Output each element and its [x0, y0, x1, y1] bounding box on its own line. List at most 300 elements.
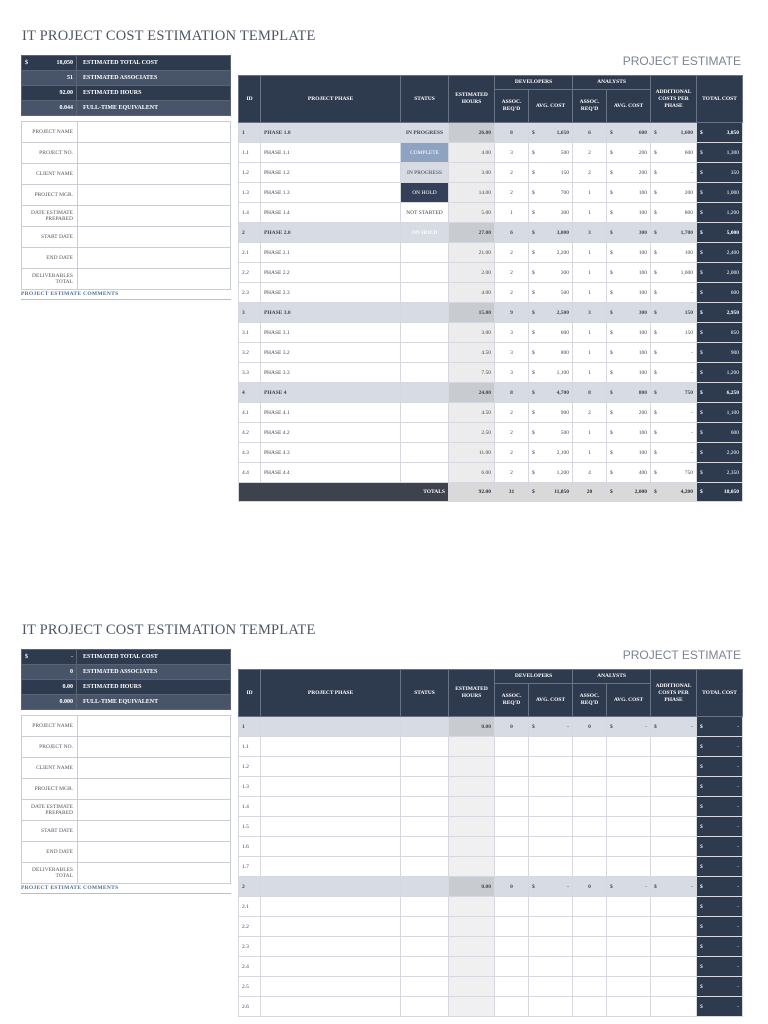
row-total-cost[interactable]: [697, 283, 743, 303]
row-dev-assoc[interactable]: 2: [495, 283, 529, 303]
row-dev-assoc[interactable]: [495, 777, 529, 797]
row-total-cost[interactable]: [697, 143, 743, 163]
row-dev-cost[interactable]: [529, 837, 573, 857]
row-total-cost[interactable]: [697, 737, 743, 757]
row-total-cost[interactable]: [697, 183, 743, 203]
row-total-cost[interactable]: [697, 303, 743, 323]
row-analyst-assoc[interactable]: [573, 977, 607, 997]
row-status[interactable]: [401, 797, 449, 817]
row-analyst-assoc[interactable]: [573, 997, 607, 1017]
info-value-field[interactable]: [78, 779, 231, 800]
row-phase-name[interactable]: PHASE 4.4: [261, 463, 401, 483]
row-phase-name[interactable]: [261, 877, 401, 897]
row-status[interactable]: IN PROGRESS: [401, 123, 449, 143]
row-phase-name[interactable]: PHASE 4: [261, 383, 401, 403]
row-additional-cost[interactable]: [651, 777, 697, 797]
row-additional-cost[interactable]: [651, 857, 697, 877]
info-value-field[interactable]: [78, 800, 231, 821]
row-hours[interactable]: [449, 957, 495, 977]
row-additional-cost[interactable]: [651, 263, 697, 283]
row-additional-cost[interactable]: [651, 837, 697, 857]
row-additional-cost[interactable]: [651, 403, 697, 423]
row-hours[interactable]: 4.50: [449, 343, 495, 363]
row-hours[interactable]: 21.00: [449, 243, 495, 263]
row-additional-cost[interactable]: [651, 897, 697, 917]
row-phase-name[interactable]: [261, 857, 401, 877]
row-phase-name[interactable]: PHASE 3.0: [261, 303, 401, 323]
row-hours[interactable]: 24.00: [449, 383, 495, 403]
row-phase-name[interactable]: [261, 757, 401, 777]
row-hours[interactable]: [449, 837, 495, 857]
row-dev-assoc[interactable]: 8: [495, 123, 529, 143]
row-analyst-assoc[interactable]: 2: [573, 143, 607, 163]
row-additional-cost[interactable]: [651, 323, 697, 343]
row-phase-name[interactable]: [261, 777, 401, 797]
row-analyst-assoc[interactable]: 1: [573, 423, 607, 443]
row-hours[interactable]: [449, 777, 495, 797]
row-total-cost[interactable]: [697, 937, 743, 957]
info-value-field[interactable]: [78, 716, 231, 737]
row-hours[interactable]: [449, 797, 495, 817]
row-hours[interactable]: [449, 857, 495, 877]
row-total-cost[interactable]: [697, 777, 743, 797]
row-dev-cost[interactable]: [529, 443, 573, 463]
row-dev-assoc[interactable]: 2: [495, 263, 529, 283]
row-dev-assoc[interactable]: 2: [495, 163, 529, 183]
row-analyst-cost[interactable]: [607, 463, 651, 483]
row-analyst-cost[interactable]: [607, 977, 651, 997]
row-dev-assoc[interactable]: [495, 737, 529, 757]
row-phase-name[interactable]: PHASE 3.1: [261, 323, 401, 343]
row-analyst-assoc[interactable]: 0: [573, 877, 607, 897]
row-hours[interactable]: 0.00: [449, 717, 495, 737]
row-analyst-assoc[interactable]: 1: [573, 243, 607, 263]
row-total-cost[interactable]: [697, 363, 743, 383]
row-dev-assoc[interactable]: [495, 757, 529, 777]
row-dev-cost[interactable]: [529, 897, 573, 917]
row-total-cost[interactable]: [697, 243, 743, 263]
row-status[interactable]: [401, 917, 449, 937]
row-hours[interactable]: 4.50: [449, 403, 495, 423]
row-dev-assoc[interactable]: 6: [495, 223, 529, 243]
row-analyst-cost[interactable]: [607, 123, 651, 143]
row-hours[interactable]: 0.00: [449, 877, 495, 897]
row-phase-name[interactable]: [261, 737, 401, 757]
row-dev-cost[interactable]: [529, 143, 573, 163]
row-dev-cost[interactable]: [529, 797, 573, 817]
row-phase-name[interactable]: PHASE 2.3: [261, 283, 401, 303]
row-phase-name[interactable]: [261, 797, 401, 817]
row-phase-name[interactable]: PHASE 2.2: [261, 263, 401, 283]
row-analyst-assoc[interactable]: [573, 797, 607, 817]
row-status[interactable]: [401, 817, 449, 837]
row-analyst-assoc[interactable]: [573, 857, 607, 877]
row-total-cost[interactable]: [697, 717, 743, 737]
row-analyst-cost[interactable]: [607, 303, 651, 323]
row-status[interactable]: [401, 403, 449, 423]
row-dev-cost[interactable]: [529, 283, 573, 303]
row-total-cost[interactable]: [697, 203, 743, 223]
row-additional-cost[interactable]: [651, 997, 697, 1017]
row-analyst-assoc[interactable]: 3: [573, 303, 607, 323]
row-dev-assoc[interactable]: 2: [495, 403, 529, 423]
row-phase-name[interactable]: PHASE 1.3: [261, 183, 401, 203]
row-phase-name[interactable]: [261, 957, 401, 977]
row-additional-cost[interactable]: [651, 363, 697, 383]
row-analyst-assoc[interactable]: 4: [573, 463, 607, 483]
row-analyst-assoc[interactable]: 3: [573, 223, 607, 243]
row-status[interactable]: [401, 997, 449, 1017]
row-status[interactable]: [401, 363, 449, 383]
row-dev-cost[interactable]: [529, 243, 573, 263]
row-phase-name[interactable]: PHASE 2.0: [261, 223, 401, 243]
row-hours[interactable]: 5.00: [449, 203, 495, 223]
row-status[interactable]: [401, 343, 449, 363]
row-analyst-assoc[interactable]: 1: [573, 363, 607, 383]
row-analyst-cost[interactable]: [607, 423, 651, 443]
row-analyst-assoc[interactable]: 0: [573, 717, 607, 737]
row-phase-name[interactable]: PHASE 3.2: [261, 343, 401, 363]
row-analyst-cost[interactable]: [607, 797, 651, 817]
row-dev-cost[interactable]: [529, 857, 573, 877]
row-phase-name[interactable]: PHASE 1.1: [261, 143, 401, 163]
row-dev-assoc[interactable]: 1: [495, 203, 529, 223]
row-additional-cost[interactable]: [651, 423, 697, 443]
row-hours[interactable]: 4.00: [449, 143, 495, 163]
row-total-cost[interactable]: [697, 463, 743, 483]
info-value-field[interactable]: [78, 863, 231, 884]
row-phase-name[interactable]: [261, 817, 401, 837]
row-dev-assoc[interactable]: [495, 797, 529, 817]
row-analyst-assoc[interactable]: [573, 937, 607, 957]
row-dev-assoc[interactable]: [495, 917, 529, 937]
row-additional-cost[interactable]: [651, 797, 697, 817]
row-phase-name[interactable]: PHASE 4.2: [261, 423, 401, 443]
row-phase-name[interactable]: [261, 717, 401, 737]
row-analyst-assoc[interactable]: 8: [573, 383, 607, 403]
row-additional-cost[interactable]: [651, 303, 697, 323]
row-analyst-cost[interactable]: [607, 737, 651, 757]
row-dev-assoc[interactable]: 3: [495, 343, 529, 363]
row-analyst-cost[interactable]: [607, 837, 651, 857]
row-analyst-assoc[interactable]: [573, 777, 607, 797]
row-hours[interactable]: [449, 817, 495, 837]
row-analyst-assoc[interactable]: 1: [573, 183, 607, 203]
row-total-cost[interactable]: [697, 323, 743, 343]
totals-additional-cost[interactable]: [651, 483, 697, 502]
row-additional-cost[interactable]: [651, 183, 697, 203]
row-analyst-cost[interactable]: [607, 777, 651, 797]
row-dev-assoc[interactable]: 0: [495, 877, 529, 897]
row-total-cost[interactable]: [697, 757, 743, 777]
row-hours[interactable]: 6.00: [449, 463, 495, 483]
row-status[interactable]: [401, 877, 449, 897]
row-additional-cost[interactable]: [651, 163, 697, 183]
row-analyst-assoc[interactable]: 1: [573, 203, 607, 223]
row-total-cost[interactable]: [697, 383, 743, 403]
row-dev-assoc[interactable]: [495, 937, 529, 957]
row-status[interactable]: [401, 423, 449, 443]
row-status[interactable]: [401, 957, 449, 977]
row-phase-name[interactable]: PHASE 4.3: [261, 443, 401, 463]
row-dev-cost[interactable]: [529, 363, 573, 383]
row-analyst-assoc[interactable]: [573, 917, 607, 937]
row-total-cost[interactable]: [697, 797, 743, 817]
row-analyst-cost[interactable]: [607, 183, 651, 203]
info-value-field[interactable]: [78, 269, 231, 290]
row-hours[interactable]: 27.00: [449, 223, 495, 243]
row-analyst-assoc[interactable]: [573, 837, 607, 857]
row-dev-assoc[interactable]: 9: [495, 303, 529, 323]
row-status[interactable]: [401, 383, 449, 403]
row-analyst-assoc[interactable]: 1: [573, 283, 607, 303]
row-additional-cost[interactable]: [651, 817, 697, 837]
row-analyst-assoc[interactable]: [573, 737, 607, 757]
row-dev-cost[interactable]: [529, 877, 573, 897]
row-additional-cost[interactable]: [651, 877, 697, 897]
row-total-cost[interactable]: [697, 837, 743, 857]
row-phase-name[interactable]: [261, 837, 401, 857]
row-status[interactable]: ON HOLD: [401, 223, 449, 243]
row-dev-cost[interactable]: [529, 777, 573, 797]
row-status[interactable]: [401, 937, 449, 957]
row-additional-cost[interactable]: [651, 717, 697, 737]
row-dev-assoc[interactable]: [495, 837, 529, 857]
row-additional-cost[interactable]: [651, 737, 697, 757]
row-total-cost[interactable]: [697, 877, 743, 897]
row-total-cost[interactable]: [697, 897, 743, 917]
row-hours[interactable]: 7.50: [449, 363, 495, 383]
row-additional-cost[interactable]: [651, 443, 697, 463]
row-dev-cost[interactable]: [529, 403, 573, 423]
row-analyst-cost[interactable]: [607, 757, 651, 777]
row-dev-cost[interactable]: [529, 757, 573, 777]
row-dev-assoc[interactable]: 3: [495, 323, 529, 343]
row-hours[interactable]: 11.00: [449, 443, 495, 463]
row-dev-assoc[interactable]: [495, 977, 529, 997]
row-hours[interactable]: 14.00: [449, 183, 495, 203]
row-total-cost[interactable]: [697, 957, 743, 977]
row-hours[interactable]: 26.00: [449, 123, 495, 143]
row-analyst-cost[interactable]: [607, 243, 651, 263]
row-dev-assoc[interactable]: 2: [495, 243, 529, 263]
row-dev-assoc[interactable]: [495, 997, 529, 1017]
row-phase-name[interactable]: [261, 977, 401, 997]
row-analyst-cost[interactable]: [607, 163, 651, 183]
row-analyst-cost[interactable]: [607, 203, 651, 223]
row-dev-cost[interactable]: [529, 937, 573, 957]
row-dev-assoc[interactable]: [495, 857, 529, 877]
row-additional-cost[interactable]: [651, 957, 697, 977]
row-dev-cost[interactable]: [529, 163, 573, 183]
row-dev-assoc[interactable]: [495, 957, 529, 977]
info-value-field[interactable]: [78, 206, 231, 227]
row-total-cost[interactable]: [697, 343, 743, 363]
row-status[interactable]: [401, 283, 449, 303]
row-hours[interactable]: [449, 757, 495, 777]
row-dev-cost[interactable]: [529, 123, 573, 143]
info-value-field[interactable]: [78, 227, 231, 248]
row-phase-name[interactable]: PHASE 2.1: [261, 243, 401, 263]
row-dev-assoc[interactable]: 2: [495, 183, 529, 203]
row-phase-name[interactable]: PHASE 3.3: [261, 363, 401, 383]
row-total-cost[interactable]: [697, 403, 743, 423]
row-analyst-cost[interactable]: [607, 343, 651, 363]
row-additional-cost[interactable]: [651, 123, 697, 143]
row-total-cost[interactable]: [697, 997, 743, 1017]
info-value-field[interactable]: [78, 122, 231, 143]
row-analyst-assoc[interactable]: 1: [573, 263, 607, 283]
row-total-cost[interactable]: [697, 163, 743, 183]
row-analyst-cost[interactable]: [607, 363, 651, 383]
row-dev-cost[interactable]: [529, 203, 573, 223]
row-phase-name[interactable]: [261, 897, 401, 917]
row-additional-cost[interactable]: [651, 917, 697, 937]
row-analyst-cost[interactable]: [607, 877, 651, 897]
row-additional-cost[interactable]: [651, 757, 697, 777]
row-additional-cost[interactable]: [651, 223, 697, 243]
row-hours[interactable]: [449, 917, 495, 937]
row-additional-cost[interactable]: [651, 203, 697, 223]
row-hours[interactable]: 3.00: [449, 163, 495, 183]
row-dev-assoc[interactable]: 2: [495, 443, 529, 463]
row-phase-name[interactable]: PHASE 1.4: [261, 203, 401, 223]
row-status[interactable]: [401, 737, 449, 757]
row-dev-assoc[interactable]: [495, 817, 529, 837]
row-dev-cost[interactable]: [529, 263, 573, 283]
row-analyst-assoc[interactable]: [573, 897, 607, 917]
row-analyst-cost[interactable]: [607, 223, 651, 243]
row-status[interactable]: [401, 463, 449, 483]
row-total-cost[interactable]: [697, 977, 743, 997]
row-analyst-cost[interactable]: [607, 937, 651, 957]
row-status[interactable]: [401, 977, 449, 997]
row-analyst-cost[interactable]: [607, 897, 651, 917]
row-analyst-cost[interactable]: [607, 383, 651, 403]
row-dev-cost[interactable]: [529, 323, 573, 343]
row-status[interactable]: [401, 263, 449, 283]
row-dev-cost[interactable]: [529, 817, 573, 837]
row-analyst-cost[interactable]: [607, 263, 651, 283]
row-dev-assoc[interactable]: 2: [495, 463, 529, 483]
row-hours[interactable]: 4.00: [449, 283, 495, 303]
row-analyst-cost[interactable]: [607, 857, 651, 877]
row-total-cost[interactable]: [697, 817, 743, 837]
row-analyst-assoc[interactable]: 6: [573, 123, 607, 143]
row-analyst-cost[interactable]: [607, 323, 651, 343]
row-status[interactable]: [401, 303, 449, 323]
row-analyst-cost[interactable]: [607, 143, 651, 163]
info-value-field[interactable]: [78, 185, 231, 206]
totals-total-cost[interactable]: [697, 483, 743, 502]
row-dev-cost[interactable]: [529, 343, 573, 363]
row-total-cost[interactable]: [697, 443, 743, 463]
row-analyst-assoc[interactable]: [573, 957, 607, 977]
row-status[interactable]: [401, 897, 449, 917]
row-dev-cost[interactable]: [529, 737, 573, 757]
row-analyst-cost[interactable]: [607, 997, 651, 1017]
row-phase-name[interactable]: PHASE 1.2: [261, 163, 401, 183]
totals-dev-cost[interactable]: [529, 483, 573, 502]
row-analyst-cost[interactable]: [607, 717, 651, 737]
info-value-field[interactable]: [78, 821, 231, 842]
row-dev-cost[interactable]: [529, 383, 573, 403]
row-hours[interactable]: [449, 977, 495, 997]
info-value-field[interactable]: [78, 758, 231, 779]
row-dev-assoc[interactable]: 2: [495, 423, 529, 443]
row-dev-cost[interactable]: [529, 717, 573, 737]
row-dev-cost[interactable]: [529, 997, 573, 1017]
row-phase-name[interactable]: PHASE 1.0: [261, 123, 401, 143]
row-analyst-assoc[interactable]: 1: [573, 323, 607, 343]
row-status[interactable]: [401, 837, 449, 857]
row-dev-cost[interactable]: [529, 423, 573, 443]
row-dev-cost[interactable]: [529, 223, 573, 243]
info-value-field[interactable]: [78, 737, 231, 758]
row-additional-cost[interactable]: [651, 977, 697, 997]
row-dev-cost[interactable]: [529, 917, 573, 937]
row-dev-assoc[interactable]: 3: [495, 363, 529, 383]
row-analyst-assoc[interactable]: [573, 817, 607, 837]
row-phase-name[interactable]: PHASE 4.1: [261, 403, 401, 423]
row-status[interactable]: [401, 717, 449, 737]
row-status[interactable]: [401, 777, 449, 797]
row-dev-assoc[interactable]: 8: [495, 383, 529, 403]
row-hours[interactable]: [449, 937, 495, 957]
row-hours[interactable]: [449, 897, 495, 917]
row-dev-cost[interactable]: [529, 977, 573, 997]
info-value-field[interactable]: [78, 164, 231, 185]
row-additional-cost[interactable]: [651, 343, 697, 363]
row-analyst-assoc[interactable]: 2: [573, 403, 607, 423]
row-additional-cost[interactable]: [651, 463, 697, 483]
row-dev-cost[interactable]: [529, 957, 573, 977]
row-dev-assoc[interactable]: 0: [495, 717, 529, 737]
row-analyst-cost[interactable]: [607, 403, 651, 423]
row-analyst-assoc[interactable]: 1: [573, 443, 607, 463]
row-status[interactable]: IN PROGRESS: [401, 163, 449, 183]
row-additional-cost[interactable]: [651, 283, 697, 303]
row-dev-assoc[interactable]: [495, 897, 529, 917]
row-total-cost[interactable]: [697, 223, 743, 243]
row-hours[interactable]: [449, 997, 495, 1017]
row-analyst-assoc[interactable]: 2: [573, 163, 607, 183]
row-status[interactable]: [401, 243, 449, 263]
row-status[interactable]: [401, 323, 449, 343]
row-status[interactable]: [401, 443, 449, 463]
info-value-field[interactable]: [78, 842, 231, 863]
row-analyst-assoc[interactable]: [573, 757, 607, 777]
row-analyst-assoc[interactable]: 1: [573, 343, 607, 363]
row-total-cost[interactable]: [697, 857, 743, 877]
row-analyst-cost[interactable]: [607, 443, 651, 463]
row-status[interactable]: COMPLETE: [401, 143, 449, 163]
row-additional-cost[interactable]: [651, 243, 697, 263]
row-hours[interactable]: [449, 737, 495, 757]
totals-analyst-cost[interactable]: [607, 483, 651, 502]
row-phase-name[interactable]: [261, 997, 401, 1017]
row-status[interactable]: NOT STARTED: [401, 203, 449, 223]
row-additional-cost[interactable]: [651, 143, 697, 163]
row-hours[interactable]: 2.50: [449, 423, 495, 443]
row-analyst-cost[interactable]: [607, 957, 651, 977]
info-value-field[interactable]: [78, 143, 231, 164]
row-status[interactable]: ON HOLD: [401, 183, 449, 203]
row-dev-cost[interactable]: [529, 303, 573, 323]
row-analyst-cost[interactable]: [607, 917, 651, 937]
row-dev-assoc[interactable]: 3: [495, 143, 529, 163]
row-status[interactable]: [401, 757, 449, 777]
